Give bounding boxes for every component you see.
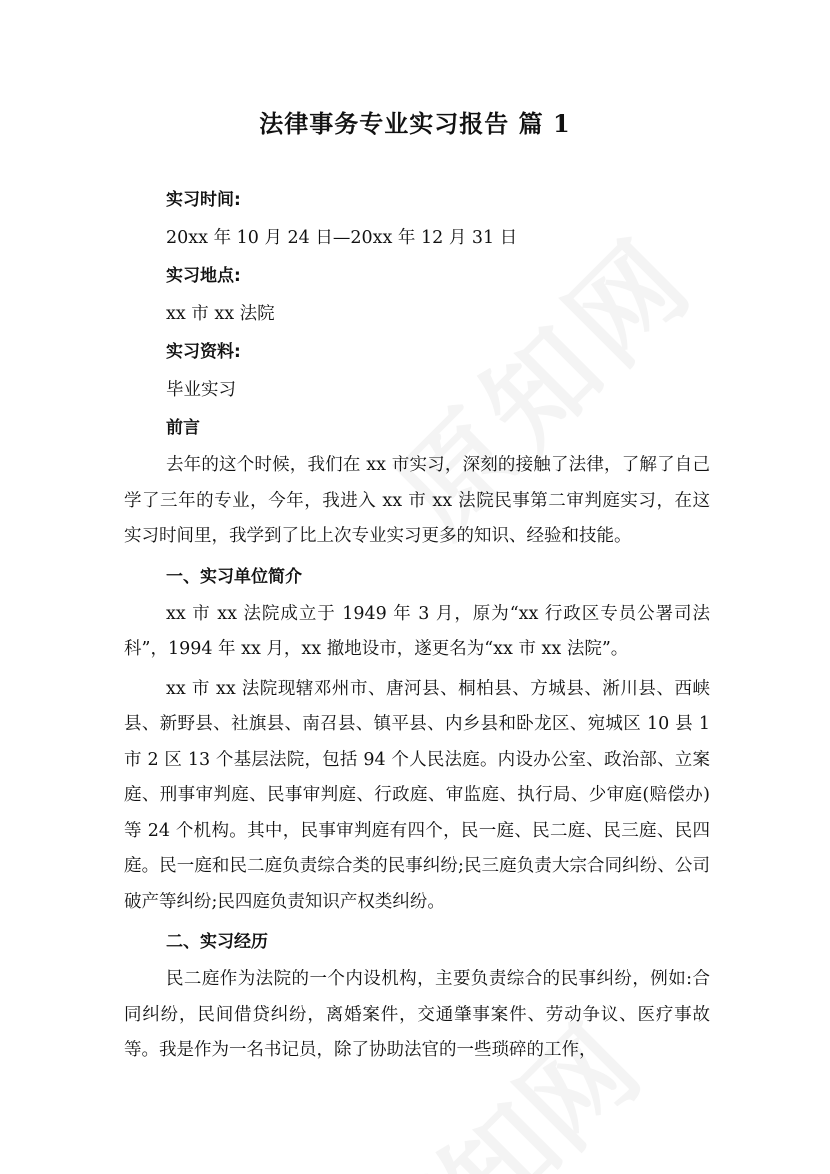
section2-heading: 二、实习经历 [166, 932, 268, 952]
document-title: 法律事务专业实习报告 篇 1 [259, 109, 571, 138]
section1-heading: 一、实习单位简介 [166, 566, 302, 587]
field-value-material: 毕业实习 [166, 380, 236, 400]
section1-paragraph-1: xx 市 xx 法院成立于 1949 年 3 月，原为“xx 行政区专员公署司法科”，1994 年 xx 月，xx 撤地设市，遂更名为“xx 市 xx 法院”。 [124, 603, 710, 659]
field-value-time: 20xx 年 10 月 24 日—20xx 年 12 月 31 日 [166, 228, 518, 248]
document-body [124, 182, 710, 1071]
field-label-material: 实习资料: [166, 342, 241, 362]
field-label-time: 实习时间: [166, 190, 241, 210]
preface-heading: 前言 [166, 418, 200, 438]
preface-paragraph: 去年的这个时候，我们在 xx 市实习，深刻的接触了法律，了解了自己学了三年的专业，今年，我进入 xx 市 xx 法院民事第二审判庭实习，在这实习时间里，我学到了比上次专业实习更多的知识、经验和技能。 [124, 455, 710, 546]
section1-paragraph-2: xx 市 xx 法院现辖邓州市、唐河县、桐柏县、方城县、淅川县、西峡县、新野县、社旗县、南召县、镇平县、内乡县和卧龙区、宛城区 10 县 1 市 2 区 13 个基层法院，包括 94 个人民法庭。内设办公室、政治部、立案庭、刑事审判庭、民事审判庭、行政庭、审监庭、执行局、少审庭(赔偿办)等 24 个机构。其中，民事审判庭有四个，民一庭、民二庭、民三庭、民四庭。民一庭和民二庭负责综合类的民事纠纷;民三庭负责大宗合同纠纷、公司破产等纠纷;民四庭负责知识产权类纠纷。 [124, 678, 710, 912]
field-label-place: 实习地点: [166, 266, 241, 286]
section2-paragraph-1: 民二庭作为法院的一个内设机构，主要负责综合的民事纠纷，例如:合同纠纷，民间借贷纠纷，离婚案件，交通肇事案件、劳动争议、医疗事故等。我是作为一名书记员，除了协助法官的一些琐碎的工作， [124, 969, 710, 1060]
field-value-place: xx 市 xx 法院 [166, 304, 275, 324]
